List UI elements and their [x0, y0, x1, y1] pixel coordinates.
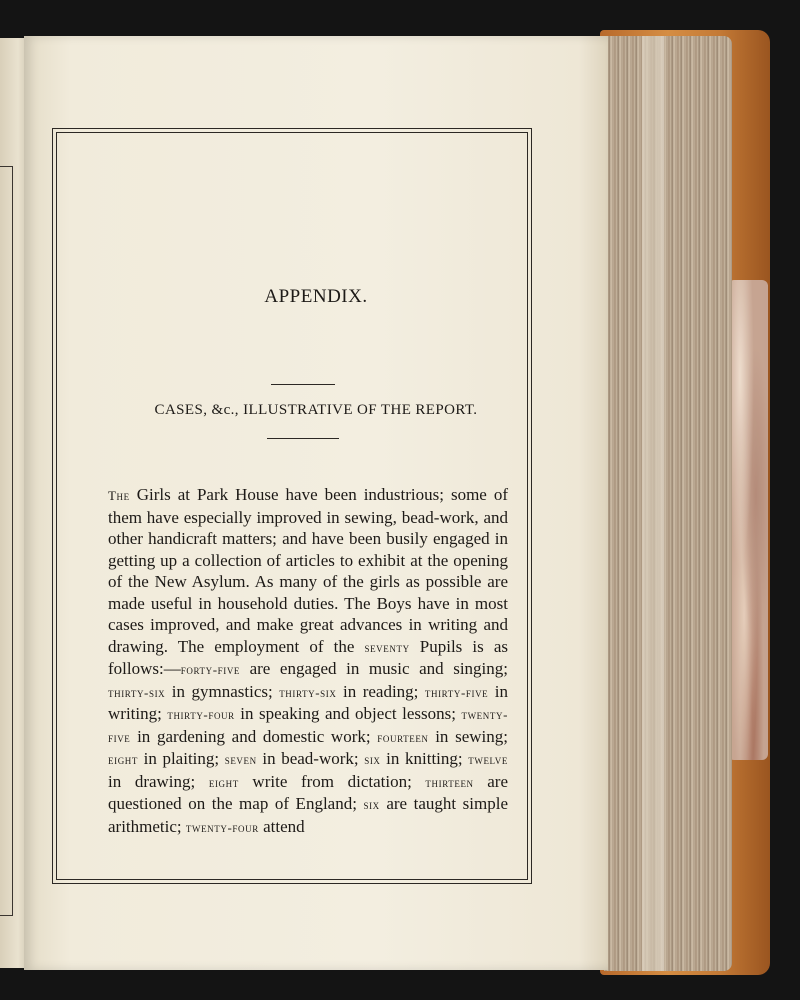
small-caps-word: seventy — [364, 639, 410, 655]
page-title: APPENDIX. — [264, 286, 368, 307]
small-caps-word: The — [108, 488, 130, 503]
text-run: in sewing; — [428, 726, 508, 746]
text-run: in bead-work; — [256, 749, 365, 768]
marbled-endpaper — [728, 280, 768, 760]
small-caps-word: twelve — [468, 752, 509, 767]
text-run: in knitting; — [380, 749, 469, 768]
previous-page-border — [0, 166, 13, 916]
text-run: are engaged in music and singing; — [240, 659, 508, 678]
small-caps-word: thirty-four — [167, 707, 235, 722]
text-run: are questioned on the map of England; — [108, 771, 508, 813]
text-run: in gymnastics; — [165, 681, 280, 701]
text-run: in speaking and object lessons; — [234, 704, 462, 723]
divider-rule — [267, 438, 339, 439]
small-caps-word: seven — [224, 752, 257, 767]
small-caps-word: six — [363, 797, 380, 812]
small-caps-word: twenty-four — [185, 819, 259, 835]
small-caps-word: eight — [108, 752, 138, 767]
section-subtitle: CASES, &c., ILLUSTRATIVE OF THE REPORT. — [154, 402, 478, 418]
page-block-edges — [604, 36, 732, 971]
text-run: Girls at Park House have been industrious; some of them have especially improved in sewing, bead-work, and other handicraft matters; and have been busily engaged in getting up a collection of articles to exhibit at the opening of the New Asylum. As many of the girls as possible are made useful in household duties. The Boys have in most cases improved, and make great advances in writing and drawing. The employment of the — [108, 485, 508, 656]
text-run: Pupils is as follows:— — [108, 636, 508, 678]
small-caps-word: six — [364, 752, 381, 767]
text-run: in writing; — [108, 681, 508, 723]
body-paragraph — [108, 484, 508, 838]
book-page — [24, 36, 608, 970]
small-caps-word: thirty-six — [108, 684, 166, 700]
small-caps-word: forty-five — [180, 662, 241, 677]
text-run: write from dictation; — [238, 771, 426, 791]
small-caps-word: eight — [208, 774, 239, 790]
small-caps-word: thirty-five — [424, 684, 489, 700]
small-caps-word: thirty-six — [279, 684, 337, 700]
text-run: in gardening and domestic work; — [130, 726, 378, 746]
divider-rule — [271, 384, 335, 385]
text-run: are taught simple arithmetic; — [108, 794, 508, 836]
small-caps-word: twenty-five — [108, 707, 508, 745]
text-run: in plaiting; — [138, 749, 225, 768]
text-run: in reading; — [336, 681, 425, 701]
text-run: attend — [258, 816, 305, 836]
small-caps-word: fourteen — [377, 729, 429, 745]
small-caps-word: thirteen — [425, 774, 474, 790]
text-run: in drawing; — [108, 771, 209, 791]
